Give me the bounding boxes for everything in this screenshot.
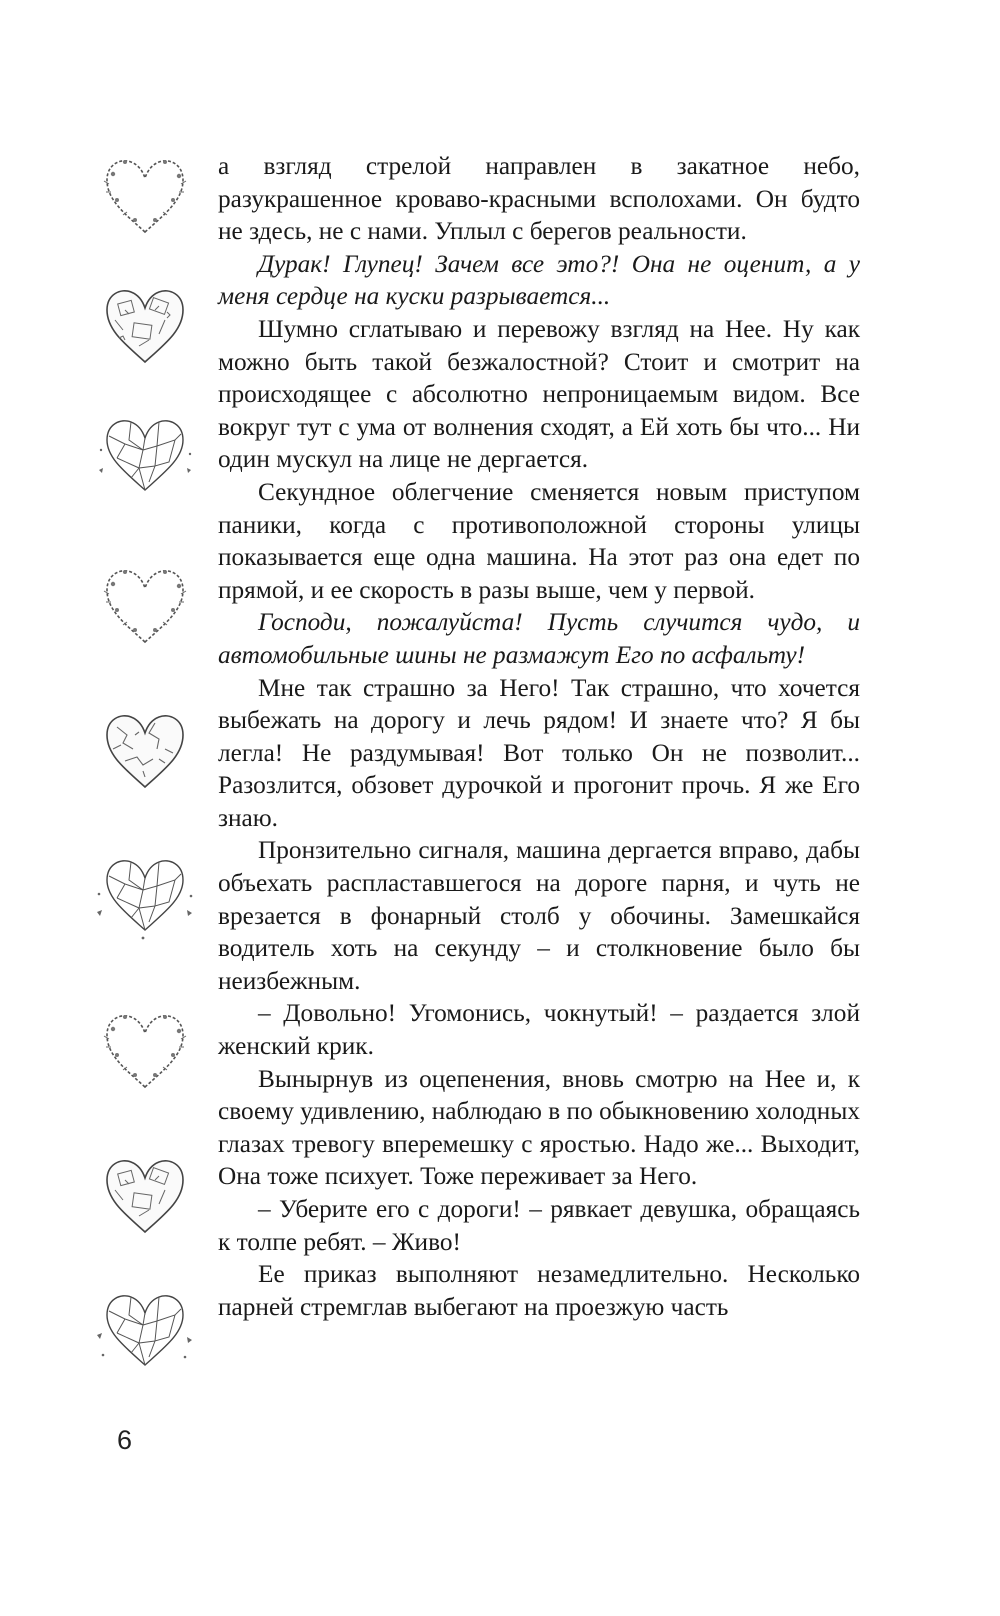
paragraph: Вынырнув из оцепенения, вновь смотрю на Нее и, к своему удивлению, наблюдаю в по обыкновению холодных глазах тревогу вперемешку с яростью. Надо же... Выходит, Она тоже психует. Тоже переживает за Него. [218,1064,860,1191]
paragraph: а взгляд стрелой направлен в закатное небо, разукрашенное кроваво-красными всполохами. Он будто не здесь, не с нами. Уплыл с берегов реальности. [218,152,860,246]
body-text [218,150,860,1323]
cracked-heart-icon [95,705,195,795]
floral-wreath-heart-icon [95,1005,195,1095]
paragraph: Пронзительно сигналя, машина дергается вправо, дабы объехать распластавшегося на дороге парня, и чуть не врезается в фонарный столб у обочины. Замешкайся водитель хоть на секунду – и столкновение было бы неизбежным. [218,836,860,995]
paragraph: Мне так страшно за Него! Так страшно, что хочется выбежать на дорогу и лечь рядом! И знаете что? Я бы легла! Не раздумывая! Вот только Он не позволит... Разозлится, обзовет дурочкой и прогонит прочь. Я же Его знаю. [218,673,860,832]
dialogue-paragraph: – Уберите его с дороги! – рявкает девушка, обращаясь к толпе ребят. – Живо! [218,1195,860,1256]
paragraph: Шумно сглатываю и перевожу взгляд на Нее. Ну как можно быть такой безжалостной? Стоит и смотрит на происходящее с абсолютно непроницаемым видом. Все вокруг тут с ума от волнения сходят, а Ей хоть бы что... Ни один мускул на лице не дергается. [218,314,860,474]
floral-wreath-heart-icon [95,150,195,240]
shattered-heart-icon [95,1285,195,1375]
paragraph: Секундное облегчение сменяется новым приступом паники, когда с противоположной стороны улицы показывается еще одна машина. На этот раз она едет по прямой, и ее скорость в разы выше, чем у первой. [218,477,860,604]
page-number: 6 [117,1425,133,1455]
margin-ornaments [95,140,205,1520]
paragraph-italic: Дурак! Глупец! Зачем все это?! Она не оценит, а у меня сердце на куски разрывается... [218,249,860,311]
paragraph: Ее приказ выполняют незамедлительно. Несколько парней стремглав выбегают на проезжую часть [218,1260,860,1321]
patched-heart-icon [95,1150,195,1240]
shattered-heart-icon [95,850,195,940]
shattered-heart-icon [95,410,195,500]
dialogue-paragraph: – Довольно! Угомонись, чокнутый! – раздается злой женский крик. [218,999,860,1061]
patched-heart-icon [95,280,195,370]
floral-wreath-heart-icon [95,560,195,650]
paragraph-italic: Господи, пожалуйста! Пусть случится чудо, и автомобильные шины не размажут Его по асфальту! [218,608,860,669]
